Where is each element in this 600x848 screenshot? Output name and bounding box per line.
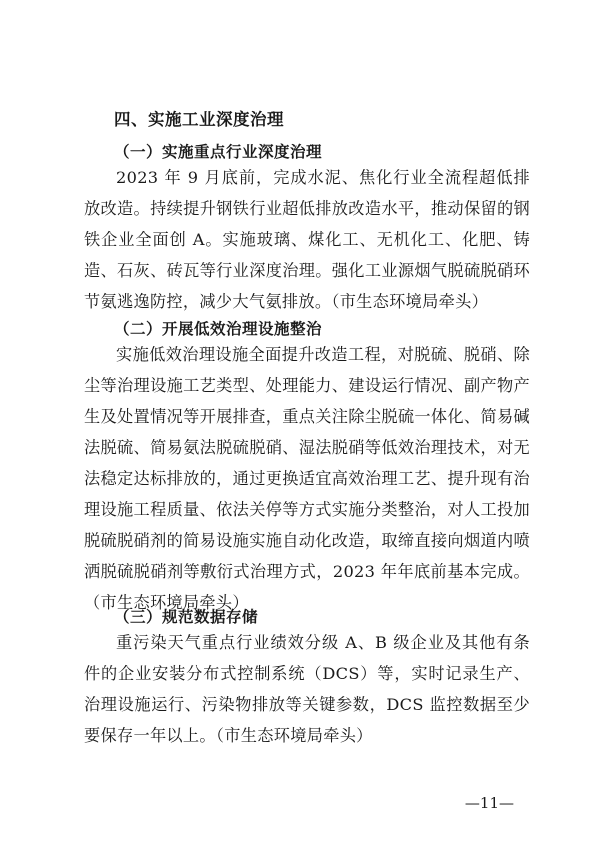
subsection-body-3: 重污染天气重点行业绩效分级 A、B 级企业及其他有条件的企业安装分布式控制系统（DCS）等，实时记录生产、治理设施运行、污染物排放等关键参数，DCS 监控数据至少要保存一年以上。（市生态环境局牵头） <box>84 633 530 745</box>
subsection-title-3: （三）规范数据存储 <box>114 607 259 626</box>
subsection-body-2: 实施低效治理设施全面提升改造工程，对脱硫、脱硝、除尘等治理设施工艺类型、处理能力、建设运行情况、副产物产生及处置情况等开展排查，重点关注除尘脱硫一体化、简易碱法脱硫、简易氨法脱硫脱硝、湿法脱硝等低效治理技术，对无法稳定达标排放的，通过更换适宜高效治理工艺、提升现有治理设施工程质量、依法关停等方式实施分类整治，对人工投加脱硫脱硝剂的简易设施实施自动化改造，取缔直接向烟道内喷洒脱硫脱硝剂等敷衍式治理方式，2023 年年底前基本完成。（市生态环境局牵头） <box>84 345 530 612</box>
section-heading: 四、实施工业深度治理 <box>114 110 284 129</box>
subsection-body-1: 2023 年 9 月底前，完成水泥、焦化行业全流程超低排放改造。持续提升钢铁行业超低排放改造水平，推动保留的钢铁企业全面创 A。实施玻璃、煤化工、无机化工、化肥、铸造、石灰、砖瓦等行业深度治理。强化工业源烟气脱硫脱硝环节氨逃逸防控，减少大气氨排放。（市生态环境局牵头） <box>84 168 530 311</box>
subsection-title-2: （二）开展低效治理设施整治 <box>114 319 323 338</box>
subsection-title-1: （一）实施重点行业深度治理 <box>114 142 323 161</box>
page-number: —11— <box>464 794 514 812</box>
